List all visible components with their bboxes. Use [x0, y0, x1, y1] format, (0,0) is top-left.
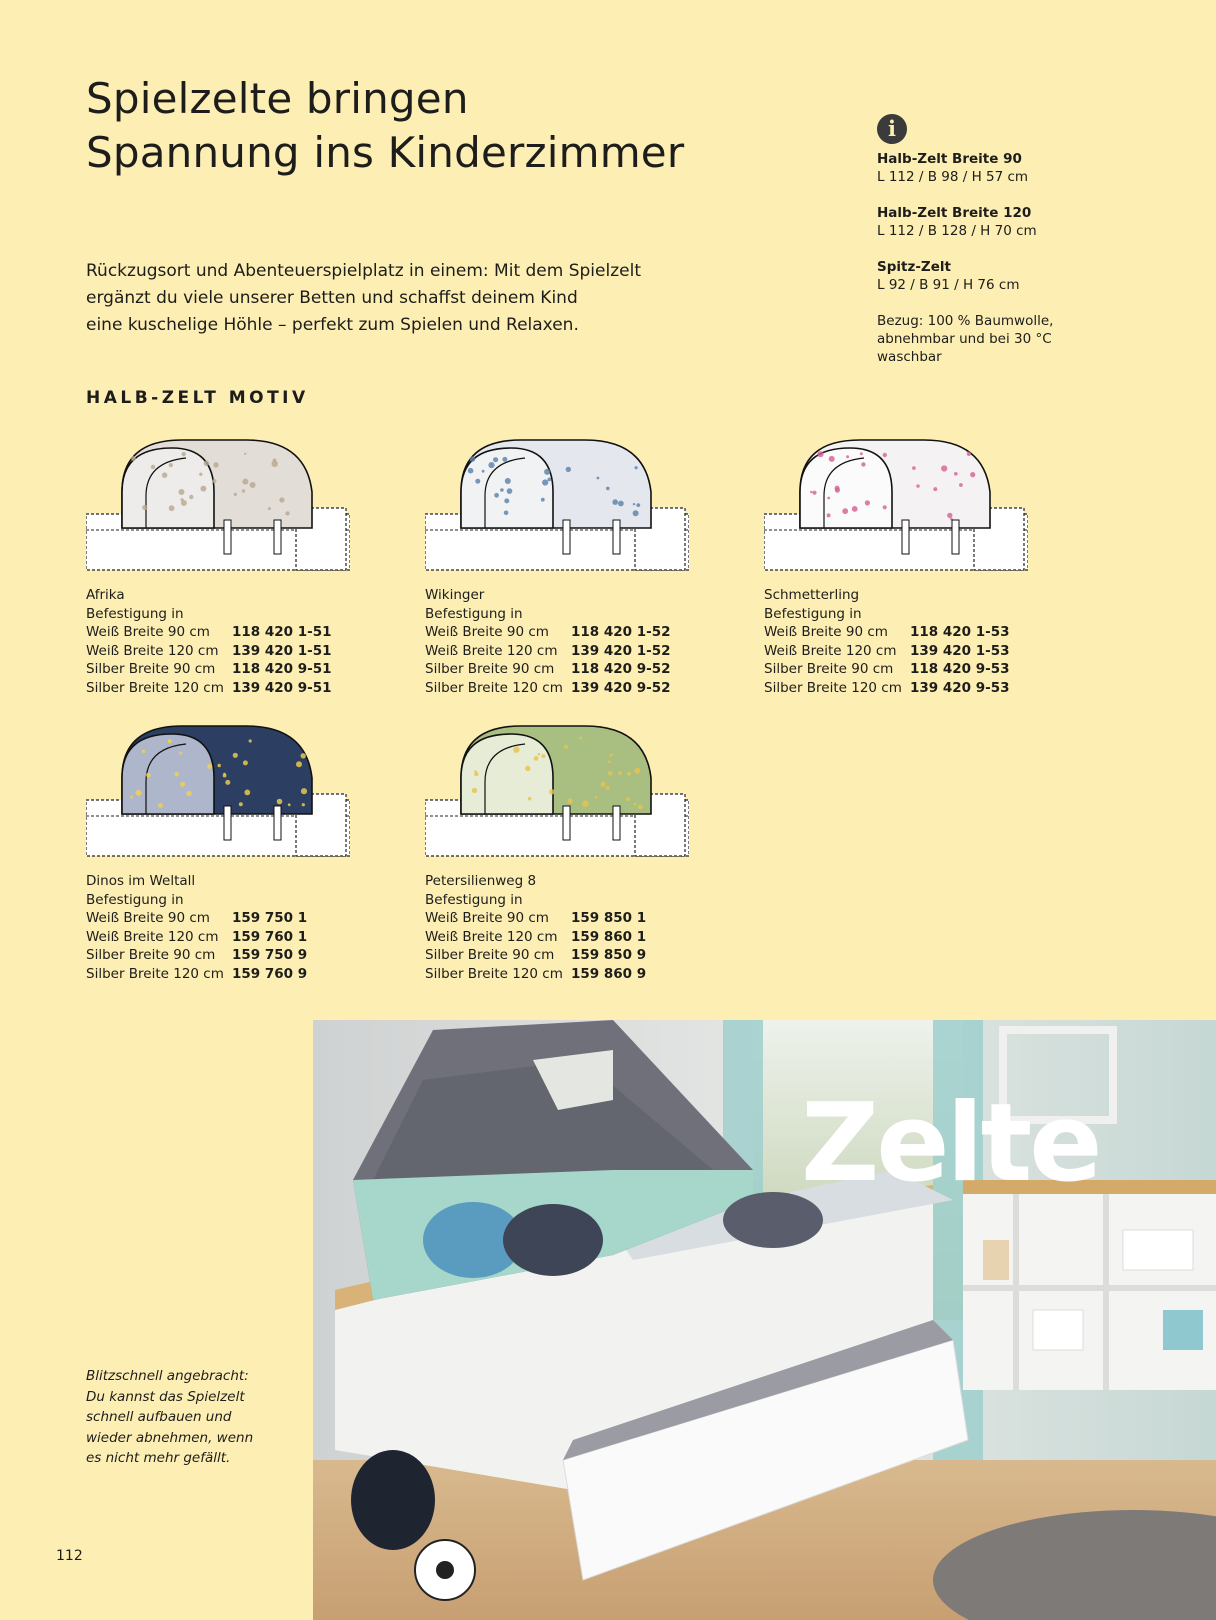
- variant-row: [764, 660, 1094, 679]
- variant-row: [425, 946, 755, 965]
- variant-label: Silber Breite 120 cm: [425, 965, 563, 982]
- variant-label: Weiß Breite 120 cm: [86, 642, 219, 659]
- caption-line: Du kannst das Spielzelt: [86, 1388, 245, 1405]
- tent-illustration: [86, 720, 350, 860]
- variant-label: Silber Breite 90 cm: [86, 947, 216, 963]
- info-box: [877, 114, 1097, 366]
- dimension-value: L 92 / B 91 / H 76 cm: [877, 277, 1020, 293]
- dimension-name: Halb-Zelt Breite 90: [877, 151, 1022, 167]
- variant-label: Weiß Breite 90 cm: [425, 624, 549, 640]
- article-number: 118 420 9-53: [910, 661, 1010, 677]
- article-number: 139 420 1-51: [232, 642, 332, 659]
- dimension-name: Halb-Zelt Breite 120: [877, 205, 1032, 221]
- tent-illustration: [425, 720, 689, 860]
- article-number: 159 760 9: [232, 965, 308, 982]
- article-number: 159 750 9: [232, 947, 308, 963]
- page-number: 112: [56, 1548, 83, 1564]
- variant-row: [425, 679, 755, 698]
- variant-row: [425, 642, 755, 661]
- cover-line: Bezug: 100 % Baumwolle,: [877, 313, 1054, 329]
- attachment-label: Befestigung in: [425, 891, 523, 908]
- product-name: Dinos im Weltall: [86, 873, 196, 889]
- cover-info: [877, 312, 1097, 366]
- product-card: [425, 720, 755, 983]
- article-number: 139 420 1-53: [910, 642, 1010, 659]
- dimension-block: [877, 258, 1097, 294]
- variant-row: [425, 660, 755, 679]
- attachment-label: Befestigung in: [86, 891, 184, 908]
- product-card: [86, 434, 416, 697]
- variant-label: Weiß Breite 120 cm: [86, 928, 219, 945]
- section-heading: HALB-ZELT MOTIV: [86, 388, 309, 408]
- variant-row: [86, 928, 416, 947]
- info-icon: i: [877, 114, 907, 144]
- product-name: Schmetterling: [764, 587, 860, 603]
- article-number: 159 850 1: [571, 910, 647, 926]
- variant-label: Silber Breite 90 cm: [425, 947, 555, 963]
- photo-headline: Zelte: [801, 1081, 1100, 1206]
- variant-row: [764, 679, 1094, 698]
- variant-row: [425, 623, 755, 642]
- article-number: 139 420 9-51: [232, 679, 332, 696]
- variant-row: [86, 660, 416, 679]
- caption-line: es nicht mehr gefällt.: [86, 1450, 231, 1466]
- article-number: 139 420 1-52: [571, 642, 671, 659]
- page-title: [86, 72, 684, 180]
- intro-text: [86, 258, 646, 339]
- attachment-label: Befestigung in: [425, 605, 523, 622]
- article-number: 118 420 1-51: [232, 624, 332, 640]
- variant-row: [86, 679, 416, 698]
- variant-label: Silber Breite 120 cm: [86, 679, 224, 696]
- title-line: Spannung ins Kinderzimmer: [86, 128, 685, 177]
- product-name: Afrika: [86, 587, 125, 603]
- title-line: Spielzelte bringen: [86, 74, 469, 123]
- article-number: 118 420 1-53: [910, 624, 1010, 640]
- variant-row: [86, 946, 416, 965]
- intro-line: eine kuschelige Höhle – perfekt zum Spielen und Relaxen.: [86, 315, 579, 335]
- variant-label: Weiß Breite 90 cm: [425, 910, 549, 926]
- variant-label: Weiß Breite 90 cm: [764, 624, 888, 640]
- variant-row: [425, 928, 755, 947]
- dimension-name: Spitz-Zelt: [877, 259, 951, 275]
- variant-row: [425, 909, 755, 928]
- variant-label: Silber Breite 120 cm: [425, 679, 563, 696]
- variant-label: Silber Breite 90 cm: [425, 661, 555, 677]
- cover-line: waschbar: [877, 349, 942, 365]
- cover-line: abnehmbar und bei 30 °C: [877, 331, 1052, 347]
- variant-row: [86, 965, 416, 984]
- photo-caption: [86, 1366, 276, 1469]
- article-number: 159 750 1: [232, 910, 308, 926]
- product-card: [86, 720, 416, 983]
- product-card: [764, 434, 1094, 697]
- article-number: 118 420 9-52: [571, 661, 671, 677]
- caption-line: Blitzschnell angebracht:: [86, 1368, 249, 1384]
- attachment-label: Befestigung in: [764, 605, 862, 622]
- dimension-block: [877, 204, 1097, 240]
- variant-label: Silber Breite 120 cm: [764, 679, 902, 696]
- product-name: Petersilienweg 8: [425, 873, 537, 889]
- article-number: 118 420 1-52: [571, 624, 671, 640]
- tent-illustration: [425, 434, 689, 574]
- variant-label: Weiß Breite 120 cm: [425, 642, 558, 659]
- variant-row: [86, 642, 416, 661]
- article-number: 159 850 9: [571, 947, 647, 963]
- variant-label: Weiß Breite 90 cm: [86, 910, 210, 926]
- intro-line: Rückzugsort und Abenteuerspielplatz in einem: Mit dem Spielzelt: [86, 261, 641, 281]
- variant-row: [86, 623, 416, 642]
- variant-row: [86, 909, 416, 928]
- variant-label: Weiß Breite 120 cm: [764, 642, 897, 659]
- article-number: 118 420 9-51: [232, 661, 332, 677]
- dimension-value: L 112 / B 128 / H 70 cm: [877, 223, 1037, 239]
- variant-label: Weiß Breite 90 cm: [86, 624, 210, 640]
- variant-label: Silber Breite 120 cm: [86, 965, 224, 982]
- tent-illustration: [86, 434, 350, 574]
- product-name: Wikinger: [425, 587, 485, 603]
- intro-line: ergänzt du viele unserer Betten und schaffst deinem Kind: [86, 288, 578, 308]
- article-number: 159 760 1: [232, 928, 308, 945]
- article-number: 159 860 1: [571, 928, 647, 945]
- variant-row: [425, 965, 755, 984]
- article-number: 139 420 9-52: [571, 679, 671, 696]
- variant-label: Weiß Breite 120 cm: [425, 928, 558, 945]
- caption-line: wieder abnehmen, wenn: [86, 1429, 254, 1446]
- variant-row: [764, 623, 1094, 642]
- product-card: [425, 434, 755, 697]
- dimension-block: [877, 150, 1097, 186]
- tent-illustration: [764, 434, 1028, 574]
- photo-scene: [313, 1020, 1216, 1620]
- dimension-value: L 112 / B 98 / H 57 cm: [877, 169, 1029, 185]
- article-number: 139 420 9-53: [910, 679, 1010, 696]
- caption-line: schnell aufbauen und: [86, 1409, 232, 1425]
- attachment-label: Befestigung in: [86, 605, 184, 622]
- article-number: 159 860 9: [571, 965, 647, 982]
- bed-tent-photo: [313, 1020, 1216, 1620]
- variant-row: [764, 642, 1094, 661]
- variant-label: Silber Breite 90 cm: [86, 661, 216, 677]
- variant-label: Silber Breite 90 cm: [764, 661, 894, 677]
